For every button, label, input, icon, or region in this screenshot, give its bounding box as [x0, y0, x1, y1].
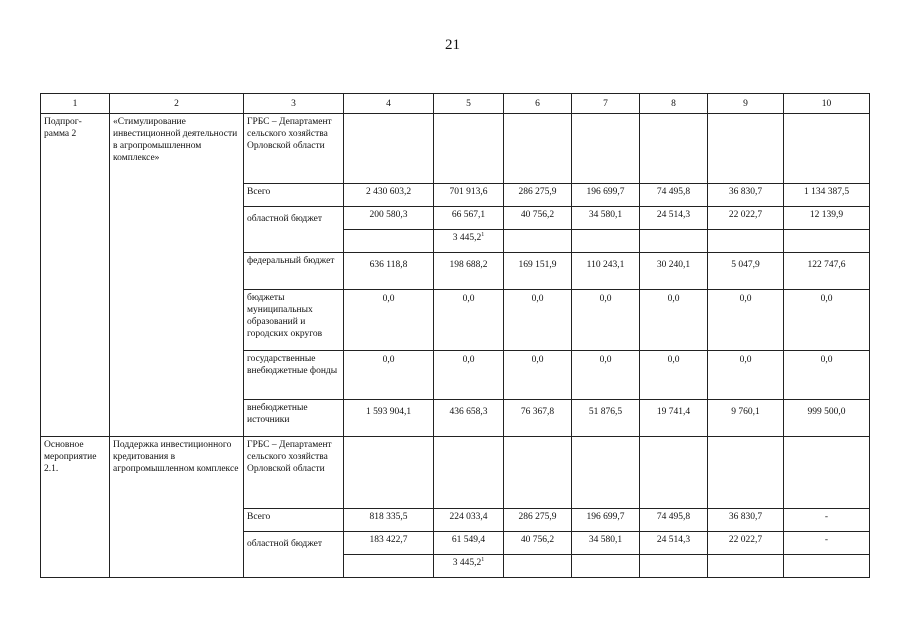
- header-cell: 8: [640, 94, 708, 114]
- row-label: внебюджетные источники: [244, 400, 344, 437]
- cell: 34 580,1: [572, 207, 640, 230]
- header-row: [41, 94, 870, 114]
- cell: 30 240,1: [640, 253, 708, 290]
- cell: 12 139,9: [784, 207, 870, 230]
- cell: 0,0: [434, 351, 504, 400]
- row-label: государственные внебюджетные фонды: [244, 351, 344, 400]
- cell: 2 430 603,2: [344, 184, 434, 207]
- header-cell: 1: [41, 94, 110, 114]
- cell: 0,0: [640, 351, 708, 400]
- cell: 286 275,9: [504, 184, 572, 207]
- cell: -: [784, 532, 870, 555]
- cell: 36 830,7: [708, 184, 784, 207]
- row-label: федеральный бюджет: [244, 253, 344, 290]
- cell: 0,0: [572, 351, 640, 400]
- cell: 0,0: [784, 290, 870, 351]
- cell: 224 033,4: [434, 509, 504, 532]
- header-cell: 7: [572, 94, 640, 114]
- header-cell: 4: [344, 94, 434, 114]
- cell: 999 500,0: [784, 400, 870, 437]
- cell: 61 549,4: [434, 532, 504, 555]
- subprogram-label: Подпрог- рамма 2: [41, 114, 110, 437]
- cell: 34 580,1: [572, 532, 640, 555]
- subprogram-title: «Стимулирование инвестиционной деятельности в агропромышленном комплексе»: [110, 114, 244, 437]
- row-label: бюджеты муниципальных образований и городских округов: [244, 290, 344, 351]
- row-label: областной бюджет: [244, 207, 344, 253]
- cell: 0,0: [504, 290, 572, 351]
- header-cell: 2: [110, 94, 244, 114]
- cell: 110 243,1: [572, 253, 640, 290]
- row-label: областной бюджет: [244, 532, 344, 578]
- cell: 0,0: [708, 351, 784, 400]
- cell: 36 830,7: [708, 509, 784, 532]
- cell: 22 022,7: [708, 532, 784, 555]
- cell: 1 593 904,1: [344, 400, 434, 437]
- table-row: [41, 114, 870, 184]
- cell: 0,0: [504, 351, 572, 400]
- cell: 0,0: [708, 290, 784, 351]
- cell: 701 913,6: [434, 184, 504, 207]
- cell: 66 567,1: [434, 207, 504, 230]
- cell: 76 367,8: [504, 400, 572, 437]
- cell: 24 514,3: [640, 207, 708, 230]
- cell: 196 699,7: [572, 184, 640, 207]
- header-cell: 6: [504, 94, 572, 114]
- cell: 74 495,8: [640, 184, 708, 207]
- cell: 0,0: [434, 290, 504, 351]
- cell: 24 514,3: [640, 532, 708, 555]
- cell: 74 495,8: [640, 509, 708, 532]
- page-number: 21: [445, 37, 460, 53]
- row-label: Всего: [244, 509, 344, 532]
- cell: 3 445,2$^1$: [434, 555, 504, 578]
- cell: 198 688,2: [434, 253, 504, 290]
- cell: 0,0: [344, 351, 434, 400]
- header-cell: 3: [244, 94, 344, 114]
- cell: 636 118,8: [344, 253, 434, 290]
- cell: 0,0: [344, 290, 434, 351]
- cell: 0,0: [640, 290, 708, 351]
- cell: 169 151,9: [504, 253, 572, 290]
- header-cell: 9: [708, 94, 784, 114]
- cell: 286 275,9: [504, 509, 572, 532]
- cell: 183 422,7: [344, 532, 434, 555]
- grbs-label: ГРБС – Департамент сельского хозяйства Орловской области: [244, 114, 344, 184]
- cell: 19 741,4: [640, 400, 708, 437]
- budget-table: [40, 93, 870, 578]
- cell: 40 756,2: [504, 532, 572, 555]
- cell: 5 047,9: [708, 253, 784, 290]
- cell: 51 876,5: [572, 400, 640, 437]
- cell: 818 335,5: [344, 509, 434, 532]
- header-cell: 10: [784, 94, 870, 114]
- cell: 9 760,1: [708, 400, 784, 437]
- cell: -: [784, 509, 870, 532]
- activity-label: Основное мероприятие 2.1.: [41, 437, 110, 578]
- table-row: [41, 437, 870, 509]
- cell: 40 756,2: [504, 207, 572, 230]
- cell: 122 747,6: [784, 253, 870, 290]
- cell: 436 658,3: [434, 400, 504, 437]
- header-cell: 5: [434, 94, 504, 114]
- cell: 0,0: [572, 290, 640, 351]
- cell: 196 699,7: [572, 509, 640, 532]
- activity-title: Поддержка инвестиционного кредитования в агропромышленном комплексе: [110, 437, 244, 578]
- row-label: Всего: [244, 184, 344, 207]
- cell: 22 022,7: [708, 207, 784, 230]
- cell: 200 580,3: [344, 207, 434, 230]
- cell: 1 134 387,5: [784, 184, 870, 207]
- cell: 0,0: [784, 351, 870, 400]
- grbs-label: ГРБС – Департамент сельского хозяйства Орловской области: [244, 437, 344, 509]
- cell: 3 445,2$^1$: [434, 230, 504, 253]
